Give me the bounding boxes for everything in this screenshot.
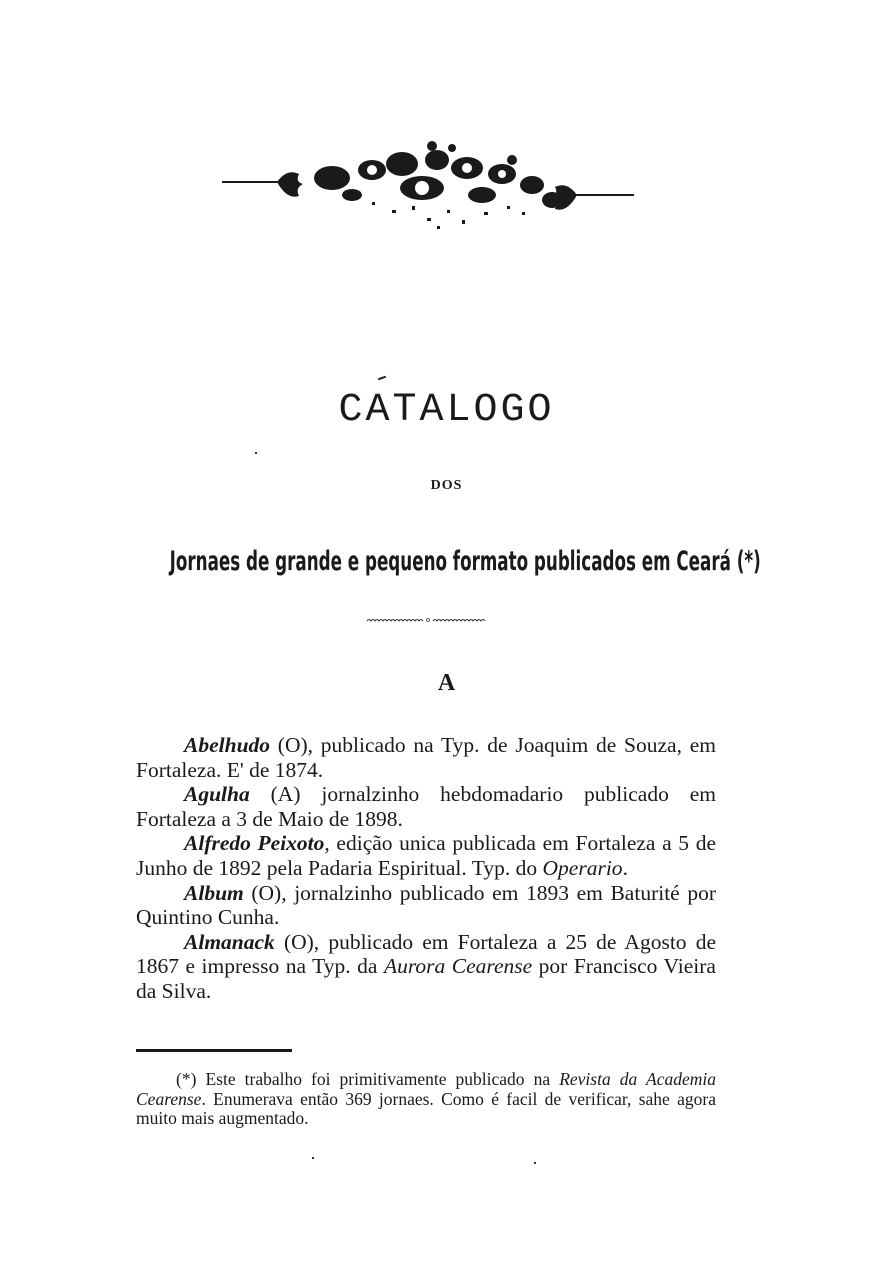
catalog-entry: Agulha (A) jornalzinho hebdomadario publicado em Fortaleza a 3 de Maio de 1898.: [136, 782, 716, 831]
catalog-entry: Abelhudo (O), publicado na Typ. de Joaquim de Souza, em Fortaleza. E' de 1874.: [136, 733, 716, 782]
catalog-entry: Album (O), jornalzinho publicado em 1893 em Baturité por Quintino Cunha.: [136, 880, 716, 930]
entry-name: Abelhudo: [184, 733, 271, 757]
floral-garland-ornament-icon: [222, 140, 634, 232]
catalog-entry: Alfredo Peixoto, edição unica publicada em Fortaleza a 5 de Junho de 1892 pela Padaria Espiritual. Typ. do Operario.: [136, 831, 716, 880]
entry-name: Album: [184, 880, 244, 905]
footnote: (*) Este trabalho foi primitivamente publicado na Revista da Academia Cearense. Enumerava então 369 jornaes. Como é facil de verificar, sahe agora muito mais augmentado.: [136, 1069, 716, 1128]
section-letter: A: [437, 670, 456, 696]
catalog-entry: Almanack (O), publicado em Fortaleza a 25 de Agosto de 1867 e impresso na Typ. da Aurora Cearense por Francisco Vieira da Silva.: [136, 929, 716, 1003]
page-subtitle: Jornaes de grande e pequeno formato publicados em Ceará (*): [169, 546, 761, 577]
scan-speck: [534, 1162, 536, 1164]
title-accent-mark: [378, 376, 386, 381]
entry-name: Almanack: [184, 929, 275, 954]
entry-name: Agulha: [184, 782, 250, 807]
wavy-divider-icon: [367, 618, 487, 622]
catalog-entries: [136, 733, 716, 1004]
entry-name: Alfredo Peixoto: [184, 831, 325, 856]
scan-speck: [255, 452, 257, 454]
footnote-rule: [136, 1049, 292, 1052]
page-title: CATALOGO: [338, 388, 555, 433]
title-connector: DOS: [430, 478, 463, 493]
scan-speck: [312, 1157, 314, 1159]
